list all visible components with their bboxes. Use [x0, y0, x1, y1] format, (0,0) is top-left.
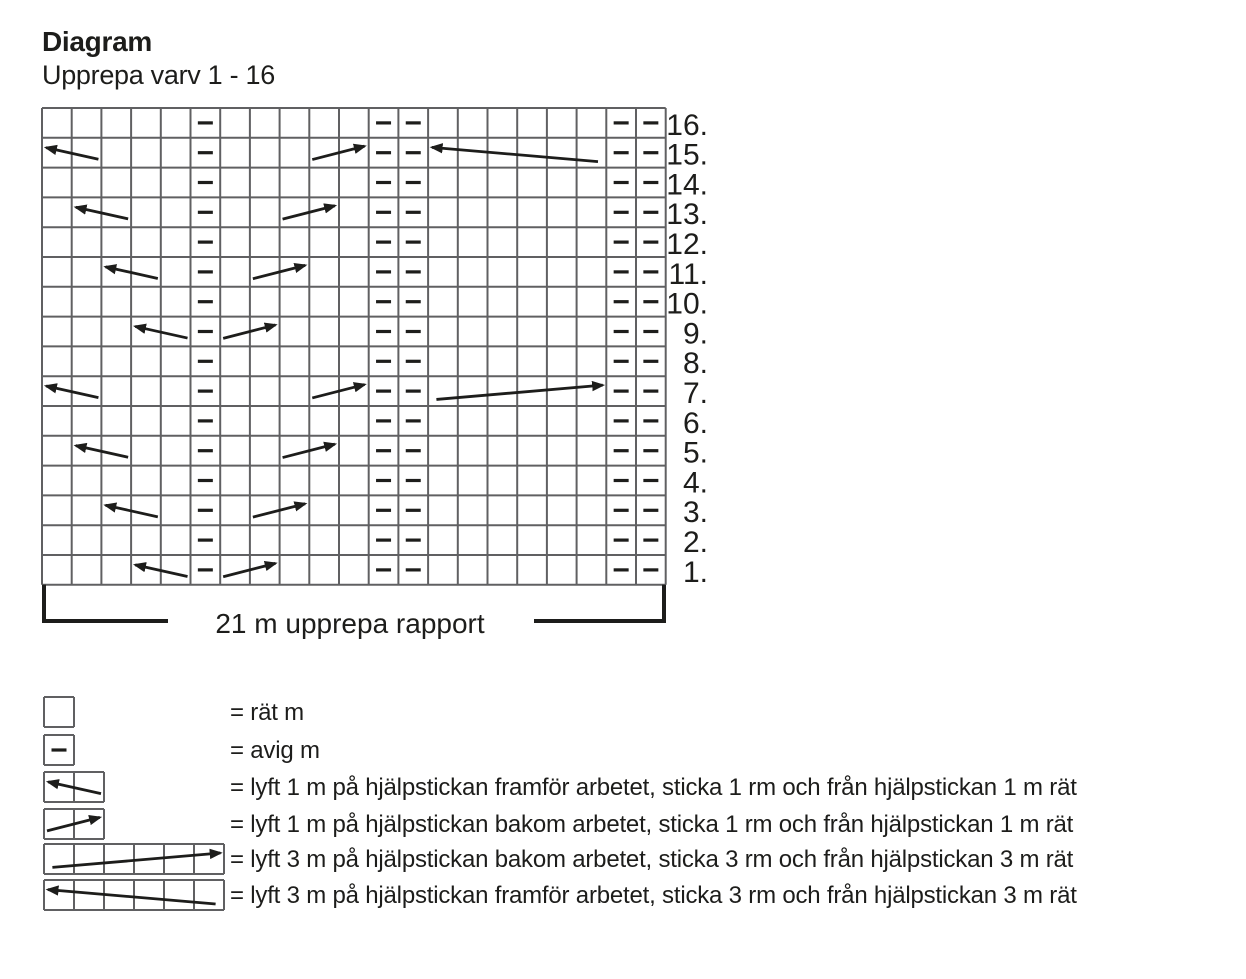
chart-row-9	[135, 325, 658, 338]
row-number: 9.	[682, 317, 708, 351]
row-number: 7.	[682, 377, 708, 410]
page-subtitle: Upprepa varv 1 - 16	[42, 60, 275, 90]
legend-symbol-grid	[44, 809, 104, 839]
cable-right-arrow-icon	[436, 385, 602, 399]
legend-label: = lyft 3 m på hjälpstickan framför arbetet, sticka 3 rm och från hjälpstickan 3 m rät	[230, 882, 1077, 909]
legend-symbol-grid	[44, 880, 224, 910]
legend-symbol-grid	[44, 697, 74, 727]
chart-row-3	[106, 504, 659, 517]
row-number: 3.	[682, 496, 708, 530]
row-number: 2.	[682, 526, 708, 559]
row-number: 13.	[666, 198, 708, 232]
repeat-label: 21 m upprepa rapport	[215, 608, 485, 639]
row-number: 4.	[682, 466, 708, 500]
legend-item-cable-2-front	[42, 770, 1242, 804]
cable-2-back-icon	[42, 807, 106, 841]
chart-row-15	[46, 146, 658, 161]
legend-item-knit	[42, 695, 1242, 729]
cable-right-arrow-icon	[52, 853, 220, 867]
legend-label: = lyft 3 m på hjälpstickan bakom arbetet, sticka 3 rm och från hjälpstickan 3 m rät	[230, 846, 1074, 873]
knit-square-icon	[42, 695, 76, 729]
row-number: 12.	[666, 228, 708, 261]
page-title: Diagram	[42, 26, 152, 57]
cable-2-front-icon	[42, 770, 106, 804]
row-number: 14.	[666, 168, 708, 202]
knitting-chart	[40, 106, 760, 658]
legend-label: = avig m	[230, 737, 320, 764]
purl-square-icon	[42, 733, 76, 767]
cable-6-front-icon	[42, 878, 226, 912]
legend-symbol-grid	[44, 772, 104, 802]
chart-row-7	[46, 385, 658, 400]
row-number: 11.	[668, 257, 708, 291]
row-number: 5.	[682, 436, 708, 470]
legend-label: = lyft 1 m på hjälpstickan bakom arbetet, sticka 1 rm och från hjälpstickan 1 m rät	[230, 811, 1074, 838]
row-number: 10.	[666, 287, 708, 321]
legend-symbol-grid	[44, 844, 224, 874]
chart-row-1	[135, 563, 658, 576]
legend-item-cable-2-back	[42, 807, 1242, 841]
legend-item-purl	[42, 733, 1242, 767]
legend-item-cable-6-back	[42, 842, 1242, 876]
row-number: 15.	[666, 138, 708, 172]
legend-label: = lyft 1 m på hjälpstickan framför arbetet, sticka 1 rm och från hjälpstickan 1 m rät	[230, 774, 1077, 801]
chart-row-5	[76, 444, 658, 457]
row-number: 6.	[682, 406, 708, 440]
legend-label: = rät m	[230, 699, 304, 726]
repeat-bracket	[44, 585, 664, 639]
chart-row-13	[76, 206, 658, 219]
cable-6-back-icon	[42, 842, 226, 876]
legend-item-cable-6-front	[42, 878, 1242, 912]
row-number: 16.	[666, 108, 708, 142]
row-number: 8.	[682, 347, 708, 381]
legend-symbol-grid	[44, 735, 74, 765]
row-number: 1.	[682, 555, 708, 589]
chart-row-11	[106, 265, 659, 278]
